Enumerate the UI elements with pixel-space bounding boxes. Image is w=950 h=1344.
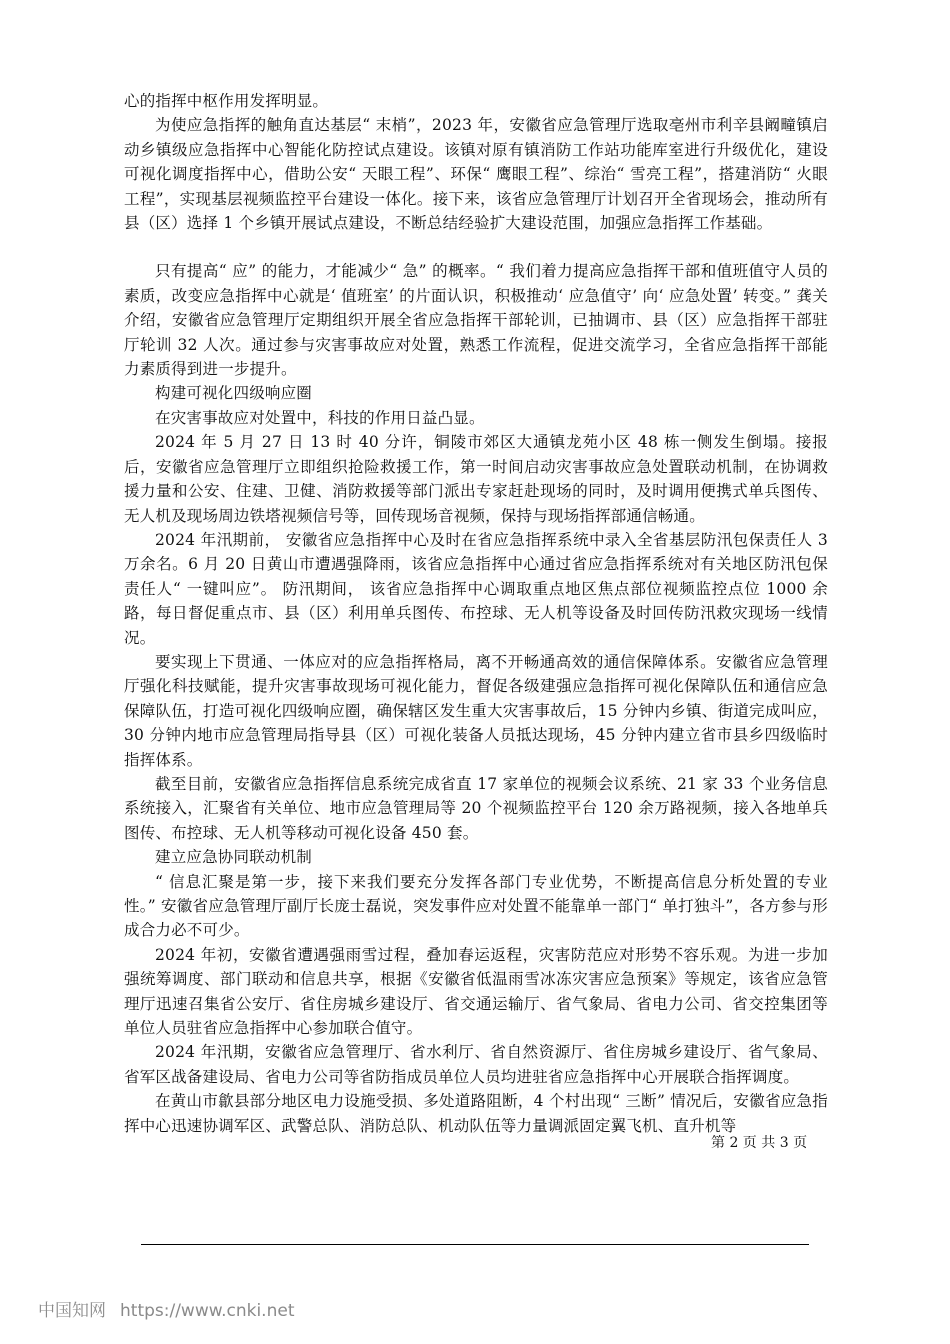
paragraph: 在黄山市歙县部分地区电力设施受损、多处道路阻断，4 个村出现“ 三断” 情况后，安徽省应急指挥中心迅速协调军区、武警总队、消防总队、机动队伍等力量调派固定翼飞机、直升机等: [124, 1092, 828, 1135]
section-heading: 建立应急协同联动机制: [155, 848, 313, 867]
paragraph: 在灾害事故应对处置中，科技的作用日益凸显。: [155, 408, 485, 427]
paragraph: 心的指挥中枢作用发挥明显。: [124, 92, 329, 110]
paragraph: 2024 年 5 月 27 日 13 时 40 分许，铜陵市郊区大通镇龙苑小区 48 栋一侧发生倒塌。接报后，安徽省应急管理厅立即组织抢险救援工作，第一时间启动灾害事故应急处置联动机制，在协调救援力量和公安、住建、卫健、消防救援等部门派出专家赶赴现场的同时，及时调用便携式单兵图传、无人机及现场周边铁塔视频信号等，回传现场音视频，保持与现场指挥部通信畅通。: [124, 433, 828, 525]
paragraph: 2024 年汛期前， 安徽省应急指挥中心及时在省应急指挥系统中录入全省基层防汛包保责任人 3 万余名。6 月 20 日黄山市遭遇强降雨，该省应急指挥中心通过省应急指挥系统对有关地区防汛包保责任人“ 一键叫应”。 防汛期间， 该省应急指挥中心调取重点地区焦点部位视频监控点位 1000 余路，每日督促重点市、县（区）利用单兵图传、布控球、无人机等设备及时回传防汛救灾现场一线情况。: [124, 530, 828, 647]
paragraph: 截至目前，安徽省应急指挥信息系统完成省直 17 家单位的视频会议系统、21 家 33 个业务信息系统接入，汇聚省有关单位、地市应急管理局等 20 个视频监控平台 120 余万路视频，接入各地单兵图传、布控球、无人机等移动可视化设备 450 套。: [124, 774, 828, 842]
cnki-watermark: [38, 1296, 294, 1321]
footer-divider: [141, 1244, 809, 1245]
article-body: [124, 89, 828, 1138]
paragraph: 2024 年汛期，安徽省应急管理厅、省水利厅、省自然资源厅、省住房城乡建设厅、省气象局、省军区战备建设局、省电力公司等省防指成员单位人员均进驻省应急指挥中心开展联合指挥调度。: [124, 1043, 828, 1086]
paragraph: 2024 年初，安徽省遭遇强雨雪过程，叠加春运返程，灾害防范应对形势不容乐观。为进一步加强统筹调度、部门联动和信息共享，根据《安徽省低温雨雪冰冻灾害应急预案》等规定，该省应急管理厅迅速召集省公安厅、省住房城乡建设厅、省交通运输厅、省气象局、省电力公司、省交控集团等单位人员驻省应急指挥中心参加联合值守。: [124, 945, 828, 1038]
watermark-url: https://www.cnki.net: [120, 1301, 295, 1321]
paragraph: “ 信息汇聚是第一步，接下来我们要充分发挥各部门专业优势，不断提高信息分析处置的专业性。” 安徽省应急管理厅副厅长庞士磊说，突发事件应对处置不能靠单一部门“ 单打独斗”，各方参与形成合力必不可少。: [124, 872, 828, 940]
paragraph: 只有提高“ 应” 的能力，才能减少“ 急” 的概率。“ 我们着力提高应急指挥干部和值班值守人员的素质，改变应急指挥中心就是‘ 值班室’ 的片面认识，积极推动‘ 应急值守’ 向‘ 应急处置’ 转变。” 龚关介绍，安徽省应急管理厅定期组织开展全省应急指挥干部轮训，已抽调市、县（区）应急指挥干部驻厅轮训 32 人次。通过参与灾害事故应对处置，熟悉工作流程，促进交流学习，全省应急指挥干部能力素质得到进一步提升。: [124, 262, 828, 379]
paragraph: 要实现上下贯通、一体应对的应急指挥格局，离不开畅通高效的通信保障体系。安徽省应急管理厅强化科技赋能，提升灾害事故现场可视化能力，督促各级建强应急指挥可视化保障队伍和通信应急保障队伍，打造可视化四级响应圈，确保辖区发生重大灾害事故后，15 分钟内乡镇、街道完成叫应，30 分钟内地市应急管理局指导县（区）可视化装备人员抵达现场，45 分钟内建立省市县乡四级临时指挥体系。: [124, 652, 828, 769]
section-heading: 构建可视化四级响应圈: [155, 384, 313, 403]
page-number: 第 2 页 共 3 页: [711, 1135, 808, 1151]
paragraph: 为使应急指挥的触角直达基层“ 末梢”，2023 年，安徽省应急管理厅选取亳州市利辛县阚疃镇启动乡镇级应急指挥中心智能化防控试点建设。该镇对原有镇消防工作站功能库室进行升级优化，建设可视化调度指挥中心，借助公安“ 天眼工程”、环保“ 鹰眼工程”、综治“ 雪亮工程”，搭建消防“ 火眼工程”，实现基层视频监控平台建设一体化。接下来，该省应急管理厅计划召开全省现场会，推动所有县（区）选择 1 个乡镇开展试点建设，不断总结经验扩大建设范围，加强应急指挥工作基础。: [124, 116, 828, 233]
watermark-brand: 中国知网: [38, 1301, 106, 1321]
